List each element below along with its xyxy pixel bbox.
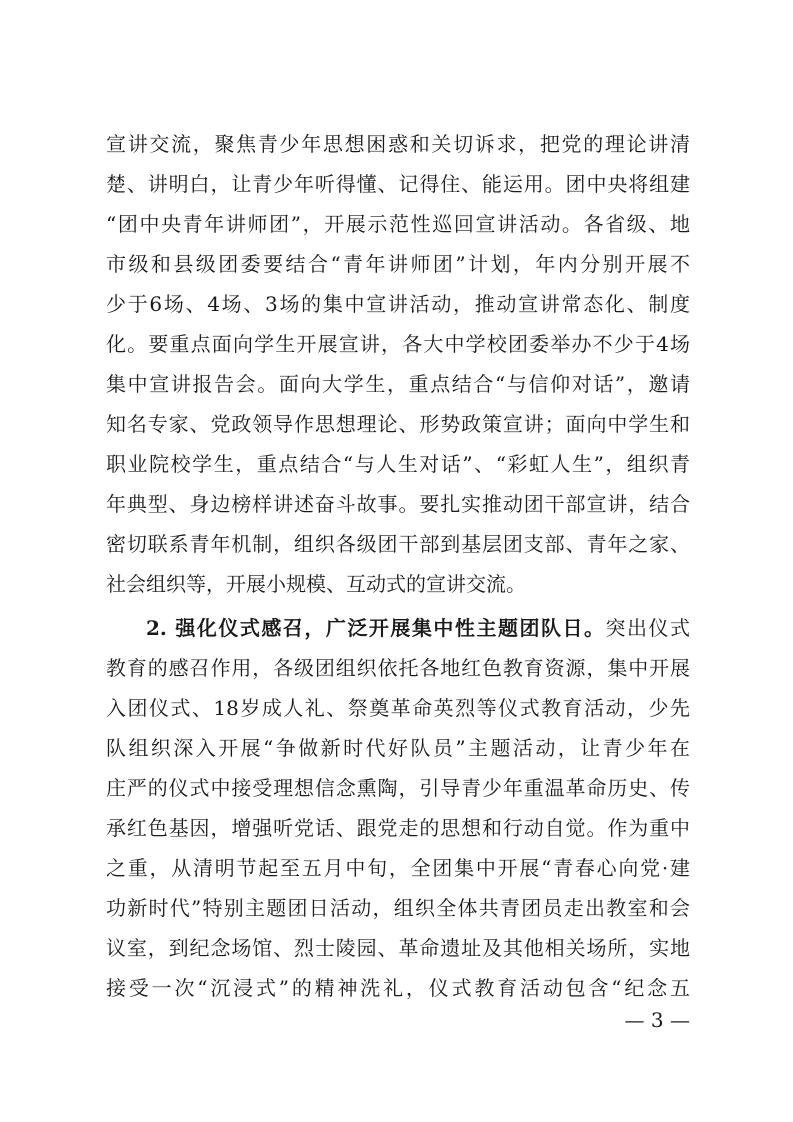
body-line: 功新时代”特别主题团日活动，组织全体共青团员走出教室和会 [106, 896, 690, 920]
body-text: 突出仪式 [605, 616, 691, 640]
body-line: 队组织深入开展“争做新时代好队员”主题活动，让青少年在 [106, 736, 690, 760]
body-line: 年典型、身边榜样讲述奋斗故事。要扎实推动团干部宣讲，结合 [106, 492, 690, 516]
body-line: 之重，从清明节起至五月中旬，全团集中开展“青春心向党·建 [106, 856, 690, 880]
body-line: 集中宣讲报告会。面向大学生，重点结合“与信仰对话”，邀请 [106, 372, 690, 396]
body-line: 楚、讲明白，让青少年听得懂、记得住、能运用。团中央将组建 [106, 172, 690, 196]
body-line: 议室，到纪念场馆、烈士陵园、革命遗址及其他相关场所，实地 [106, 936, 690, 960]
body-line: 职业院校学生，重点结合“与人生对话”、“彩虹人生”，组织青 [106, 452, 690, 476]
document-body [106, 124, 690, 1008]
body-line: 入团仪式、18岁成人礼、祭奠革命英烈等仪式教育活动，少先 [106, 696, 690, 720]
body-line: 密切联系青年机制，组织各级团干部到基层团支部、青年之家、 [106, 532, 690, 556]
body-line: 社会组织等，开展小规模、互动式的宣讲交流。 [106, 572, 526, 596]
body-line: 庄严的仪式中接受理想信念熏陶，引导青少年重温革命历史、传 [106, 776, 690, 800]
body-line: 接受一次“沉浸式”的精神洗礼，仪式教育活动包含“纪念五 [106, 976, 690, 1000]
body-line: 知名专家、党政领导作思想理论、形势政策宣讲；面向中学生和 [106, 412, 690, 436]
section-first-line [106, 608, 690, 648]
page-number: — 3 — [624, 1008, 690, 1032]
body-line: “团中央青年讲师团”，开展示范性巡回宣讲活动。各省级、地 [106, 212, 690, 236]
body-line: 宣讲交流，聚焦青少年思想困惑和关切诉求，把党的理论讲清 [106, 132, 690, 156]
body-line: 少于6场、4场、3场的集中宣讲活动，推动宣讲常态化、制度 [106, 292, 690, 316]
body-line: 化。要重点面向学生开展宣讲，各大中学校团委举办不少于4场 [106, 332, 690, 356]
section-heading: 2. 强化仪式感召，广泛开展集中性主题团队日。 [146, 616, 606, 640]
body-line: 市级和县级团委要结合“青年讲师团”计划，年内分别开展不 [106, 252, 690, 276]
body-line: 教育的感召作用，各级团组织依托各地红色教育资源，集中开展 [106, 656, 690, 680]
body-line: 承红色基因，增强听党话、跟党走的思想和行动自觉。作为重中 [106, 816, 690, 840]
